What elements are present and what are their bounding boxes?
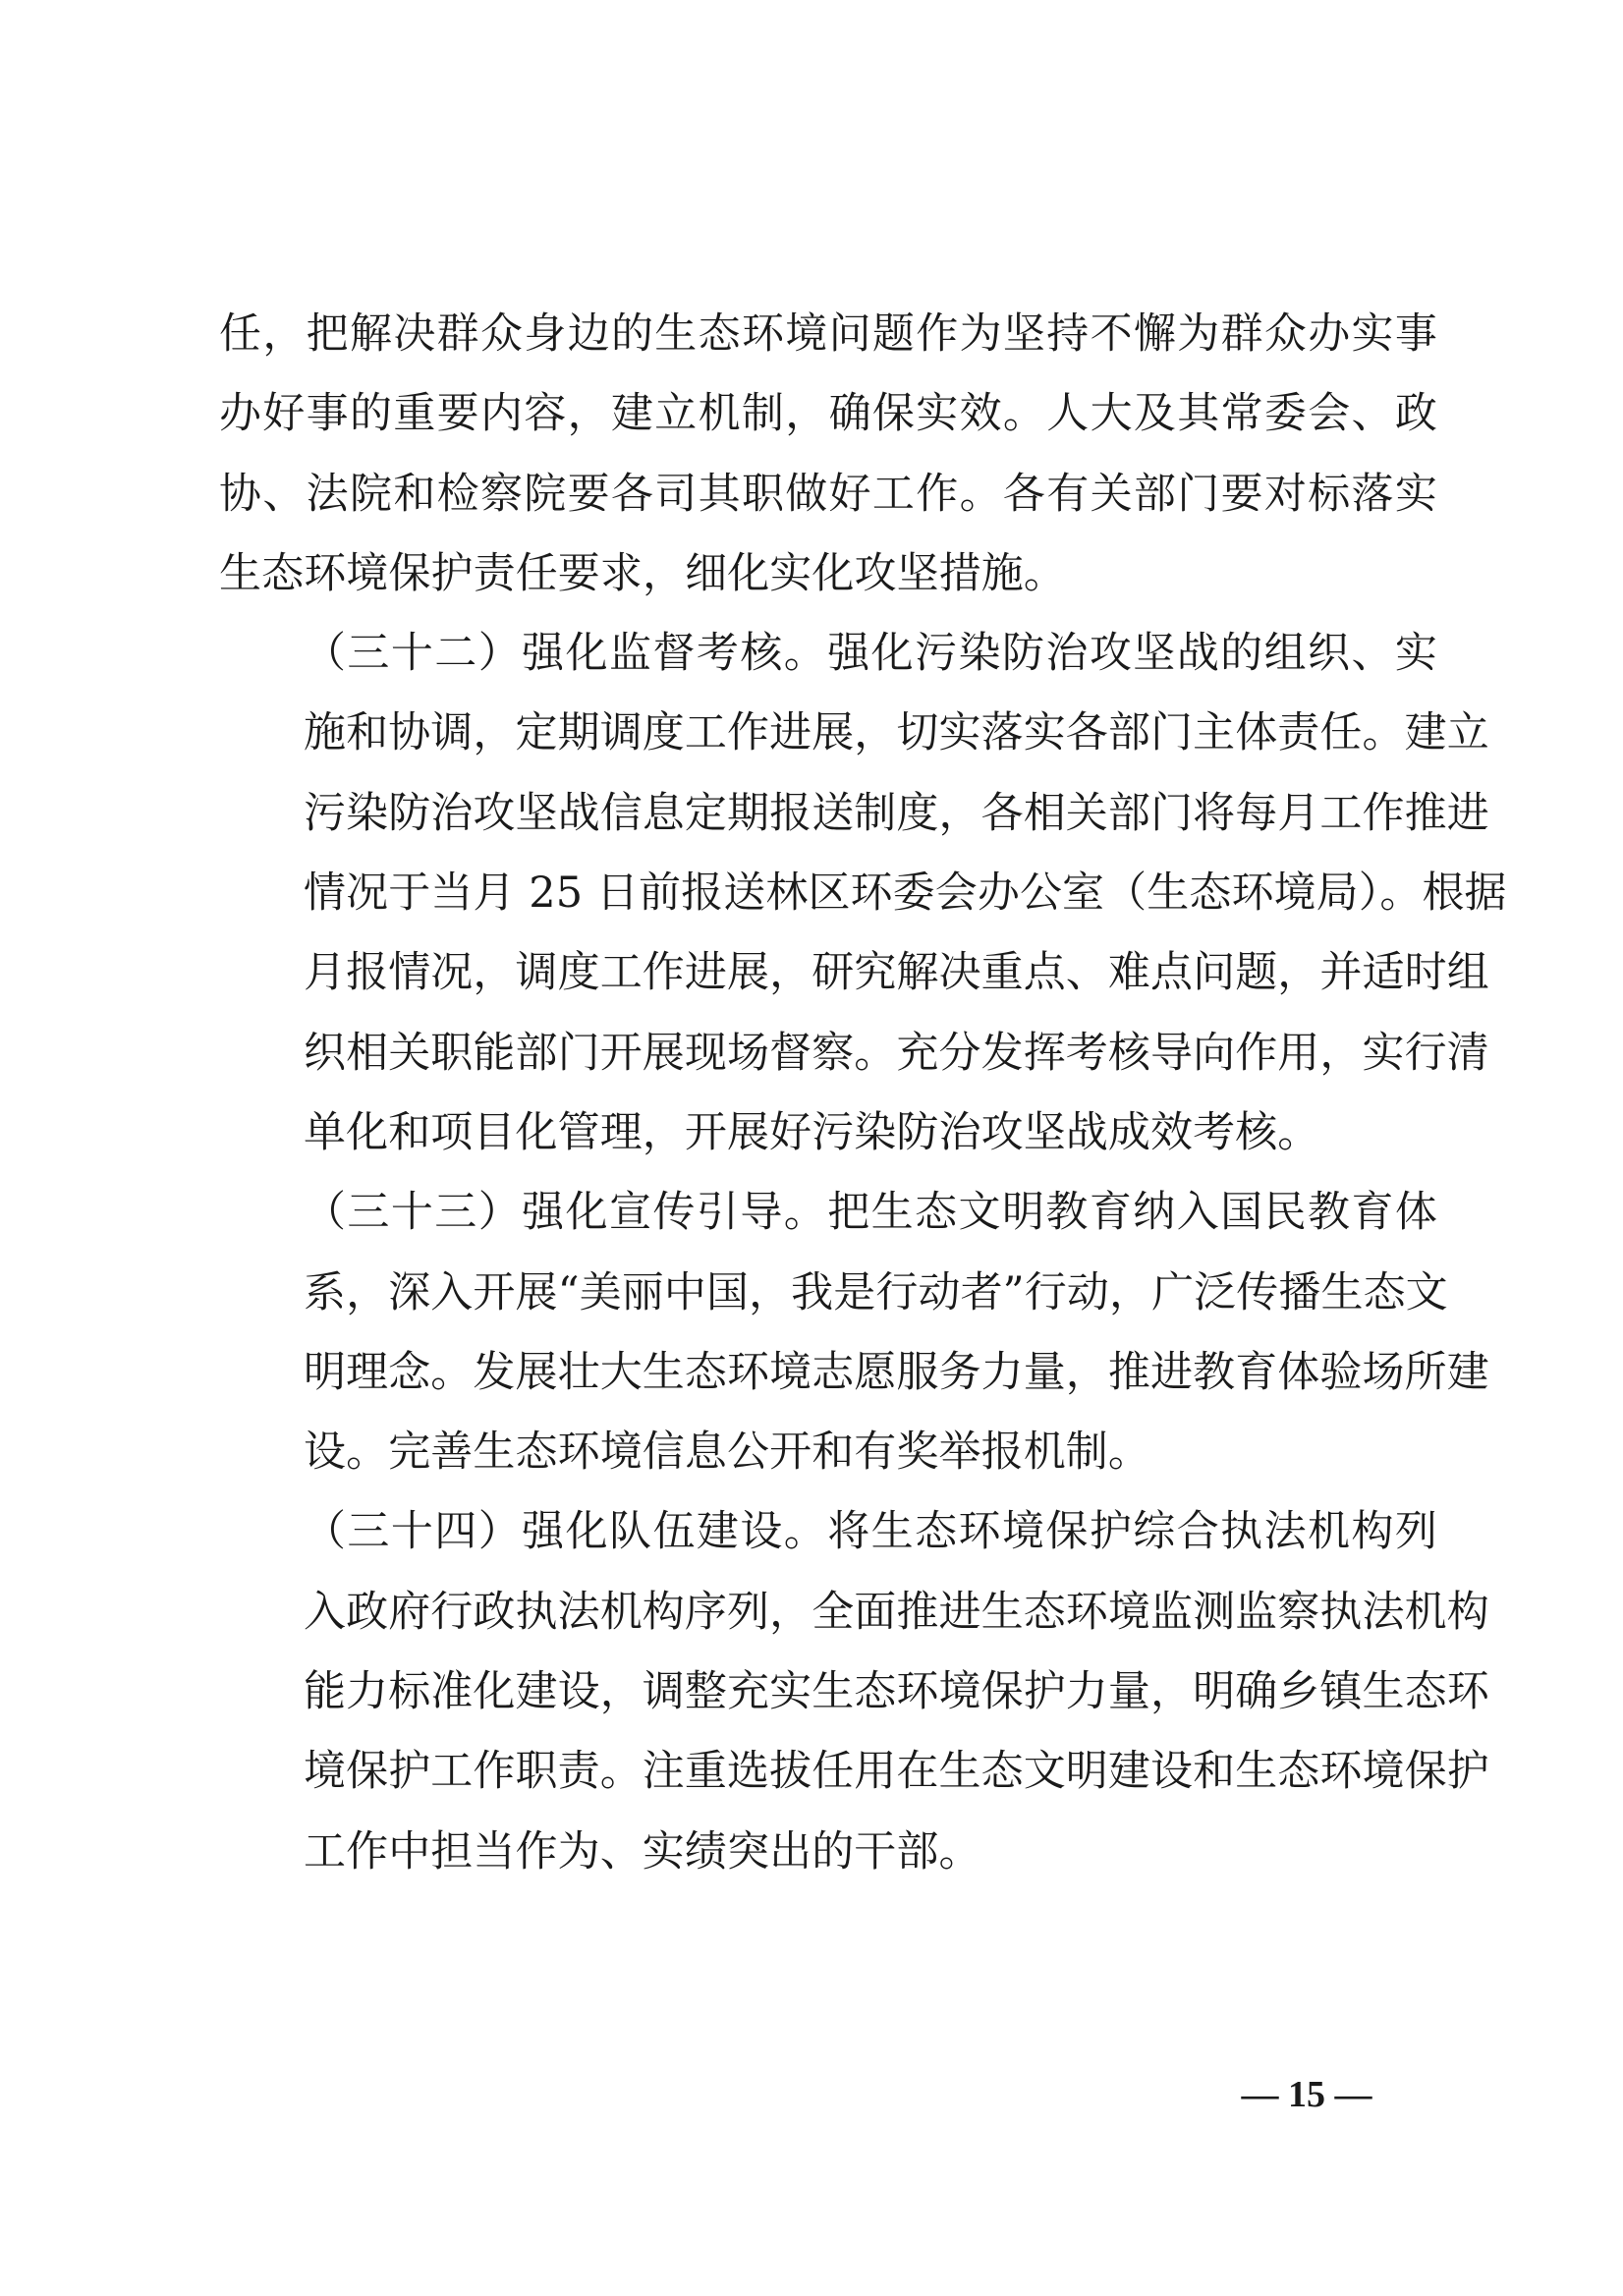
text-line: 月报情况，调度工作进展，研究解决重点、难点问题，并适时组 bbox=[304, 948, 1489, 998]
text-line: 协、法院和检察院要各司其职做好工作。各有关部门要对标落实 bbox=[219, 469, 1437, 519]
text-line: 情况于当月 25 日前报送林区环委会办公室（生态环境局）。根据 bbox=[304, 868, 1507, 919]
text-line: 织相关职能部门开展现场督察。充分发挥考核导向作用，实行清 bbox=[304, 1028, 1489, 1078]
paragraph bbox=[219, 295, 1437, 614]
document-body bbox=[219, 295, 1507, 1892]
text-line: （三十三）强化宣传引导。把生态文明教育纳入国民教育体 bbox=[304, 1188, 1437, 1238]
text-line: 办好事的重要内容，建立机制，确保实效。人大及其常委会、政 bbox=[219, 389, 1437, 439]
text-line: 境保护工作职责。注重选拔任用在生态文明建设和生态环境保护 bbox=[304, 1747, 1489, 1797]
text-line: 入政府行政执法机构序列，全面推进生态环境监测监察执法机构 bbox=[304, 1587, 1489, 1637]
text-line: 任，把解决群众身边的生态环境问题作为坚持不懈为群众办实事 bbox=[219, 309, 1437, 359]
text-line: 单化和项目化管理，开展好污染防治攻坚战成效考核。 bbox=[304, 1107, 1320, 1157]
paragraph bbox=[219, 1173, 1489, 1492]
text-line: 明理念。发展壮大生态环境志愿服务力量，推进教育体验场所建 bbox=[304, 1347, 1489, 1397]
text-line: 工作中担当作为、实绩突出的干部。 bbox=[304, 1826, 981, 1876]
text-line: 系，深入开展“美丽中国，我是行动者”行动，广泛传播生态文 bbox=[304, 1267, 1448, 1317]
text-line: （三十二）强化监督考核。强化污染防治攻坚战的组织、实 bbox=[304, 629, 1437, 679]
text-line: 污染防治攻坚战信息定期报送制度，各相关部门将每月工作推进 bbox=[304, 788, 1489, 838]
paragraph bbox=[219, 614, 1507, 1173]
text-line: 施和协调，定期调度工作进展，切实落实各部门主体责任。建立 bbox=[304, 708, 1489, 758]
paragraph bbox=[219, 1492, 1489, 1891]
text-line: 生态环境保护责任要求，细化实化攻坚措施。 bbox=[219, 548, 1066, 598]
page-number: — 15 — bbox=[1241, 2074, 1372, 2115]
text-line: 能力标准化建设，调整充实生态环境保护力量，明确乡镇生态环 bbox=[304, 1667, 1489, 1717]
text-line: （三十四）强化队伍建设。将生态环境保护综合执法机构列 bbox=[304, 1507, 1437, 1557]
text-line: 设。完善生态环境信息公开和有奖举报机制。 bbox=[304, 1428, 1150, 1478]
